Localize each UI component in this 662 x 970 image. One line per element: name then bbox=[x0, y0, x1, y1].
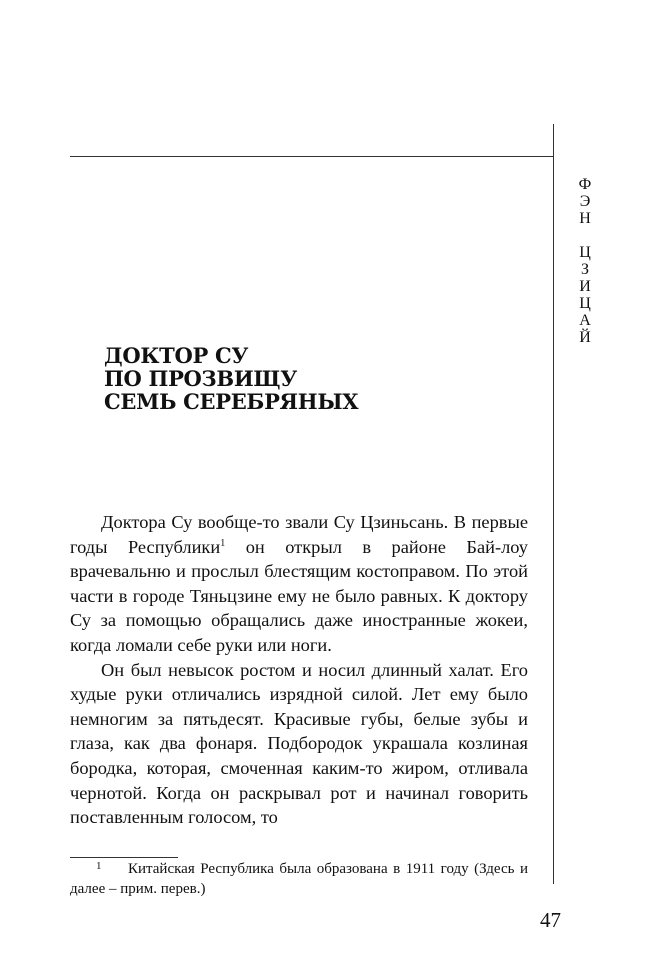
running-title-char: Н bbox=[579, 210, 591, 227]
running-title-char: Ф bbox=[578, 176, 592, 193]
running-title-char: И bbox=[579, 278, 591, 295]
paragraph-2: Он был невысок ростом и носил длинный халат. Его худые руки отличались изрядной силой. Лет ему было немногим за пятьдесят. Красивые губы, белые зубы и глаза, как два фонаря. Подбородок украшала козлиная бородка, которая, смоченная каким-то жиром, отливала чернотой. Когда он раскрывал рот и начинал говорить поставленным голосом, то bbox=[70, 659, 528, 828]
paragraph-1 bbox=[70, 510, 528, 658]
chapter-title-line-1: ДОКТОР СУ bbox=[104, 343, 249, 368]
paragraph-1-rest: он открыл в районе Бай-лоу врачевальню и прослыл блестящим костоправом. По этой части в городе Тяньцзине ему не было равных. К доктору Су за помощью обращались даже иностранные жокеи, когда ломали себе руки или ноги. bbox=[70, 536, 528, 655]
running-title bbox=[573, 176, 597, 346]
running-title-char: Ц bbox=[579, 295, 591, 312]
chapter-title-line-3: СЕМЬ СЕРЕБРЯНЫХ bbox=[104, 389, 359, 414]
chapter-title-line-2: ПО ПРОЗВИЩУ bbox=[104, 366, 297, 391]
running-title-char bbox=[573, 227, 597, 244]
running-title-char: Э bbox=[579, 193, 591, 210]
margin-rule bbox=[553, 124, 554, 884]
running-title-char: Ц bbox=[579, 244, 591, 261]
chapter-title bbox=[104, 344, 524, 413]
page-number: 47 bbox=[540, 908, 561, 932]
header-rule bbox=[70, 156, 553, 157]
running-title-char: Й bbox=[579, 329, 591, 346]
footnote-text: Китайская Республика была образована в 1911 году (Здесь и далее – прим. перев.) bbox=[70, 861, 528, 897]
footnote-rule bbox=[70, 857, 178, 858]
footnote-reference: 1 bbox=[220, 537, 226, 549]
footnote: 1 Китайская Республика была образована в 1911 году (Здесь и далее – прим. перев.) bbox=[70, 860, 528, 897]
paragraph-1-start: Доктора Су вообще-то звали Су Цзиньсань. В первые годы Республики bbox=[70, 512, 528, 557]
running-title-char: З bbox=[580, 261, 589, 278]
running-title-char: А bbox=[579, 312, 591, 329]
body-text bbox=[70, 510, 528, 830]
